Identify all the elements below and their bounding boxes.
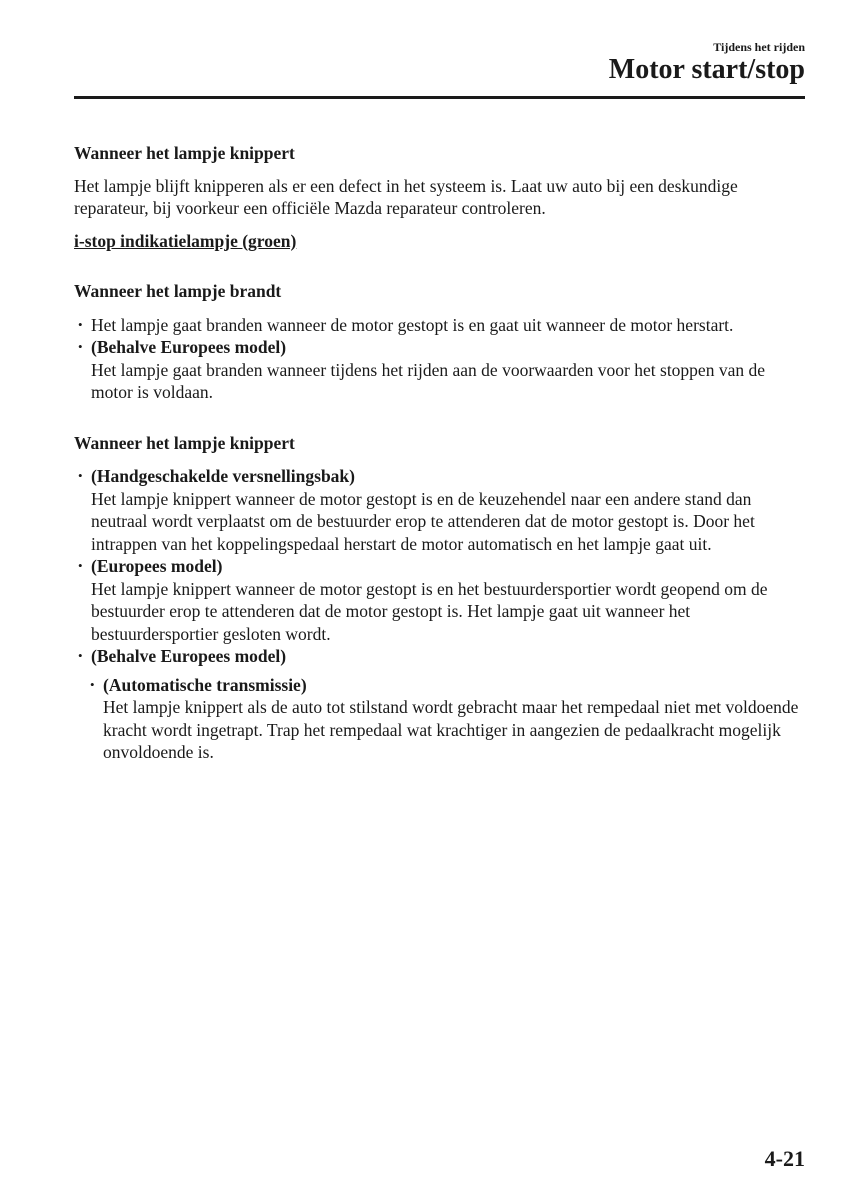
- section-heading: Wanneer het lampje knippert: [74, 432, 295, 453]
- list-item-title: • (Europees model): [91, 556, 223, 576]
- list-item-title: • (Behalve Europees model): [91, 337, 287, 357]
- list-item: [74, 645, 805, 668]
- list-item-text: Het lampje gaat branden wanneer tijdens het rijden aan de voorwaarden voor het stoppen van de motor is voldaan.: [91, 359, 765, 402]
- list-item: [74, 314, 805, 337]
- list-item: [74, 555, 805, 645]
- content: [74, 142, 805, 764]
- sub-list-item-title: • (Automatische transmissie): [103, 674, 307, 695]
- green-indicator-title: i-stop indikatielampje (groen): [74, 230, 297, 251]
- sub-list-item: [86, 674, 805, 764]
- paragraph: Het lampje blijft knipperen als er een defect in het systeem is. Laat uw auto bij een deskundige reparateur, bij voorkeur een officiële Mazda reparateur controleren.: [74, 175, 738, 218]
- list-item: [74, 336, 805, 404]
- page-number: 4-21: [764, 1146, 805, 1171]
- list-item-title: • (Behalve Europees model): [91, 646, 287, 666]
- list-item-text: Het lampje knippert wanneer de motor gestopt is en het bestuurdersportier wordt geopend om de bestuurder erop te attenderen dat de motor gestopt is. Het lampje gaat uit wanneer het bestuurdersportier gesloten wordt.: [91, 578, 768, 644]
- list-item-text: Het lampje gaat branden wanneer de motor gestopt is en gaat uit wanneer de motor herstart.: [91, 314, 734, 335]
- list-item-title: • (Handgeschakelde versnellingsbak): [91, 466, 355, 486]
- section-heading: Wanneer het lampje knippert: [74, 143, 295, 163]
- page-title: Motor start/stop: [608, 54, 805, 85]
- header-rule: [74, 96, 805, 99]
- sub-list-item-text: Het lampje knippert als de auto tot stilstand wordt gebracht maar het rempedaal niet met voldoende kracht wordt ingetrapt. Trap het rempedaal wat krachtiger in aangezien de pedaalkracht mogelijk onvoldoende is.: [103, 697, 799, 762]
- list-item-text: Het lampje knippert wanneer de motor gestopt is en de keuzehendel naar een andere stand dan neutraal wordt verplaatst om de bestuurder erop te attenderen dat de motor gestopt is. Door het intrappen van het koppelingspedaal herstart de motor automatisch en het lampje gaat uit.: [91, 488, 755, 554]
- list-item: [74, 465, 805, 555]
- header-section-label: Tijdens het rijden: [713, 40, 805, 54]
- section-heading: Wanneer het lampje brandt: [74, 281, 282, 301]
